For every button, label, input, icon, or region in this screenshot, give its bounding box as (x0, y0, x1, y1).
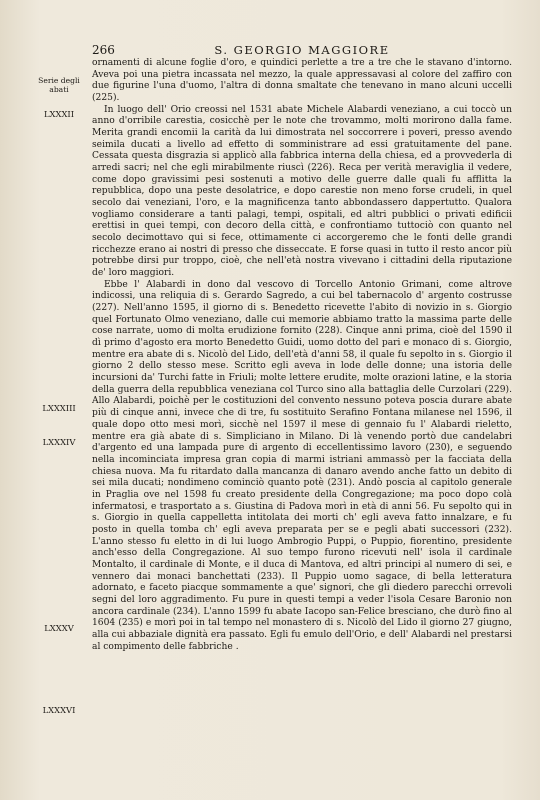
paragraph-alabardi-gifts: Ebbe l' Alabardi in dono dal vescovo di Torcello Antonio Grimani, come altrove indicossi, una reliquia di s. Gerardo Sagredo, a cui bel tabernacolo d' argento costrusse (227). Nell'anno 1595, il giorno di s. Benedetto ricevette l'abito di novizio in s. Giorgio quel Fortunato Olmo veneziano, dalle cui memorie abbiamo tratto la massima parte delle cose narrate, uomo di molta erudizione fornito (228). Cinque anni prima, cioè del 1590 il dì primo d'agosto era morto Benedetto Guidi, uomo dotto del pari e monaco di s. Giorgio, mentre era abate di s. Nicolò del Lido, dell'età d'anni 58, il quale fu sepolto in s. Giorgio il giorno 2 dello stesso mese. Scritto egli aveva in lode delle donne; una istoria delle incursioni da' Turchi fatte in Friuli; molte lettere erudite, molte orazioni latine, e la storia della guerra della repubblica veneziana col Turco sino alla battaglia delle Curzolari (229). Allo Alabardi, poichè per le costituzioni del convento nessuno poteva poscia durare abate più di cinque anni, invece che di tre, fu sostituito Serafino Fontana milanese nel 1596, il quale dopo otto mesi morì, sicchè nel 1597 il mese di gennaio fu l' Alabardi rieletto, mentre era già abate di s. Simpliciano in Milano. Di là venendo portò due candelabri d'argento ed una lampada pure di argento di eccellentissimo lavoro (230), e seguendo nella incominciata impresa gran copia di marmi istriani ammassò per la facciata della chiesa nuova. Ma fu ritardato dalla mancanza di danaro avendo anche fatto un debito di sei mila ducati; nondimeno cominciò quanto potè (231). Andò poscia al capitolo generale in Praglia ove nel 1598 fu creato presidente della Congregazione; ma poco dopo colà infermatosi, e trasportato a s. Giustina di Padova morì in età di anni 56. Fu sepolto qui in s. Giorgio in quella cappelletta intitolata dei morti ch' egli aveva fatto innalzare, e fu posto in quella tomba ch' egli aveva preparata per se e pegli abati successori (232). L'anno stesso fu eletto in di lui luogo Ambrogio Puppi, o Puppio, fiorentino, presidente anch'esso della Congregazione. Al suo tempo furono ricevuti nell' isola il cardinale Montalto, il cardinale di Monte, e il duca di Mantova, ed altri principi al numero di sei, e vennero dai monaci banchettati (233). Il Puppio uomo sagace, di bella letteratura adornato, e faceto piacque sommamente a que' signori, che gli diedero parecchi orrevoli segni del loro aggradimento. Fu pure in questi tempi a veder l'isola Cesare Baronio non ancora cardinale (234). L'anno 1599 fu abate Iacopo san-Felice bresciano, che durò fino al 1604 (235) e morì poi in tal tempo nel monastero di s. Nicolò del Lido il giorno 27 giugno, alla cui abbaziale dignità era passato. Egli fu emulo dell'Orio, e dell' Alabardi nel prestarsi al compimento delle fabbriche . (92, 279, 512, 652)
page-header (92, 43, 512, 57)
margin-note-abbot-86: LXXXVI (42, 705, 76, 715)
margin-note-abbot-85: LXXXV (44, 623, 74, 633)
paragraph-alabardi-election: In luogo dell' Orio creossi nel 1531 abate Michele Alabardi veneziano, a cui toccò un anno d'orribile carestia, cosicchè per le note che trovammo, molti morirono dalla fame. Merita grandi encomii la carità da lui dimostrata nel soccorrere i poveri, presso avendo seimila ducati a livello ad effetto di somministrare ad essi gratuitamente del pane. Cessata questa disgrazia si applicò alla fabbrica interna della chiesa, ed a provvederla di arredi sacri; nel che egli mirabilmente riuscì (226). Reca per verità meraviglia il vedere, come dopo gravissimi pesi sostenuti a motivo delle guerre dalle quali fu afflitta la repubblica, dopo una peste desolatrice, e dopo carestie non meno forse crudeli, in quel secolo dai veneziani, l'oro, e la magnificenza tanto abbondassero dappertutto. Qualora vogliamo considerare a tanti palagi, tempi, ospitali, ed altri pubblici o privati edificii erettisi in quei tempi, con decoro della città, e confrontiamo tuttociò con quanto nel secolo decimottavo qui si fece, ottimamente ci accorgeremo che le fonti delle grandi ricchezze erano ai nostri di presso che disseccate. E forse quasi in tutto il resto ancor più potrebbe dirsi pur troppo, cioè, che nell'età nostra vivevano i cittadini della riputazione de' loro maggiori. (92, 104, 512, 279)
paragraph-continuation: ornamenti di alcune foglie d'oro, e quindici perlette a tre a tre che le stavano d'intorno. Aveva poi una pietra incassata nel mezzo, la quale appressavasi al colore del zaffiro con due figurine l'una d'uomo, l'altra di donna smaltate che tenevano in mano alcuni uccelli (225). (92, 58, 512, 104)
page-number: 266 (92, 43, 115, 57)
running-title: S. GEORGIO MAGGIORE (214, 43, 390, 57)
body-text (92, 58, 512, 653)
margin-note-abbot-84: LXXXIV (42, 437, 76, 447)
margin-note-abbot-82: LXXXII (43, 109, 75, 119)
margin-note-series-heading: Serie degli abati (38, 76, 80, 94)
margin-note-abbot-83: LXXXIII (42, 403, 76, 413)
